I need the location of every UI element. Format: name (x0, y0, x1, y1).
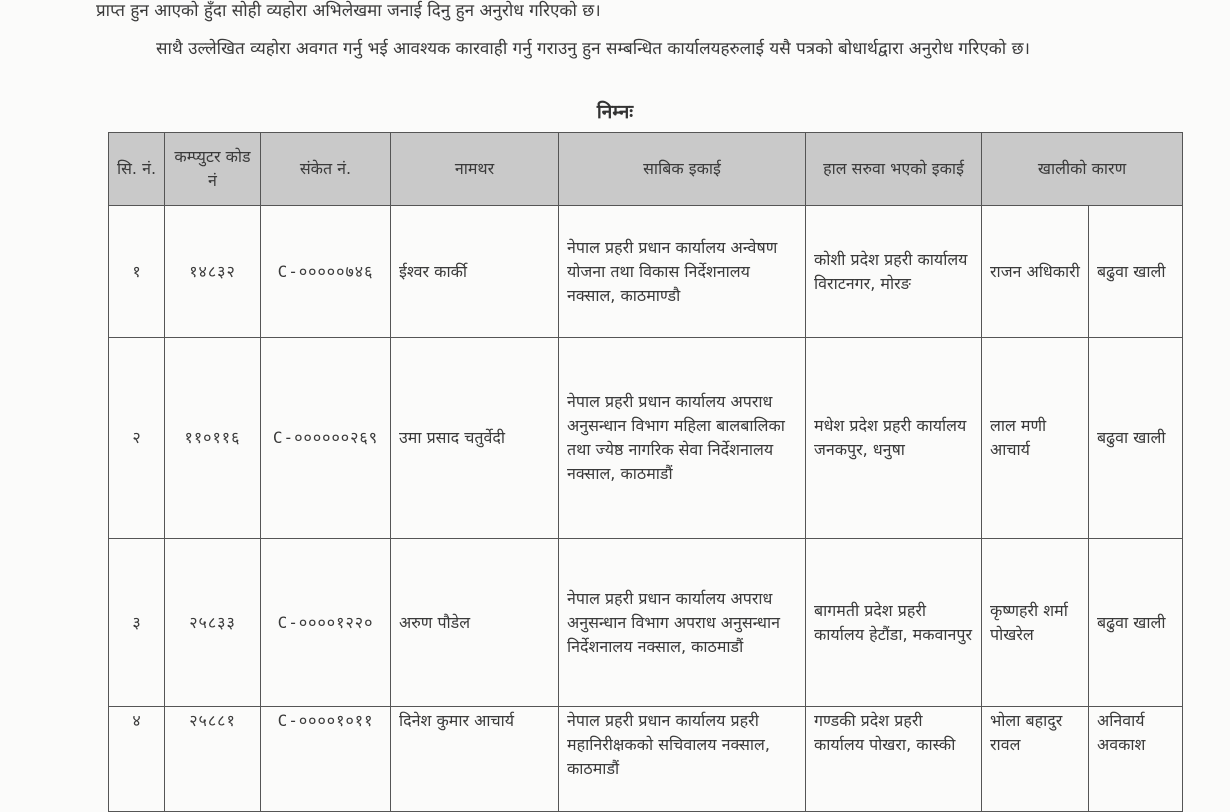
header-symbol-number: संकेत नं. (261, 133, 391, 206)
cell-vacated-by: लाल मणी आचार्य (982, 338, 1089, 539)
cell-name: उमा प्रसाद चतुर्वेदी (391, 338, 559, 539)
cell-new-unit: बागमती प्रदेश प्रहरी कार्यालय हेटौंडा, मकवानपुर (806, 539, 982, 707)
table-row (109, 707, 1183, 812)
cell-previous-unit: नेपाल प्रहरी प्रधान कार्यालय अन्वेषण योजना तथा विकास निर्देशनालय नक्साल, काठमाण्डौ (559, 206, 806, 338)
table-row (109, 539, 1183, 707)
cell-previous-unit: नेपाल प्रहरी प्रधान कार्यालय अपराध अनुसन्धान विभाग अपराध अनुसन्धान निर्देशनालय नक्साल, काठमाडौं (559, 539, 806, 707)
request-paragraph: साथै उल्लेखित व्यहोरा अवगत गर्नु भई आवश्यक कारवाही गर्नु गराउनु हुन सम्बन्धित कार्यालयहरुलाई यसै पत्रको बोधार्थद्वारा अनुरोध गरिएको छ। (156, 39, 1030, 59)
cell-computer-code: २५८३३ (165, 539, 261, 707)
table-row (109, 206, 1183, 338)
cell-symbol-number: C-०००००७४६ (261, 206, 391, 338)
header-serial: सि. नं. (109, 133, 165, 206)
cell-serial: १ (109, 206, 165, 338)
cell-new-unit: गण्डकी प्रदेश प्रहरी कार्यालय पोखरा, कास्की (806, 707, 982, 812)
header-vacancy-reason: खालीको कारण (982, 133, 1183, 206)
cell-new-unit: कोशी प्रदेश प्रहरी कार्यालय विराटनगर, मोरङ (806, 206, 982, 338)
list-heading: निम्नः (596, 101, 634, 123)
cell-serial: ३ (109, 539, 165, 707)
transfer-table (108, 132, 1183, 812)
cell-reason: बढुवा खाली (1089, 206, 1183, 338)
header-previous-unit: साबिक इकाई (559, 133, 806, 206)
cell-reason: बढुवा खाली (1089, 338, 1183, 539)
cell-symbol-number: C-००००१२२० (261, 539, 391, 707)
table-row (109, 338, 1183, 539)
cell-computer-code: ११०११६ (165, 338, 261, 539)
cell-computer-code: १४८३२ (165, 206, 261, 338)
cell-vacated-by: कृष्णहरी शर्मा पोखरेल (982, 539, 1089, 707)
cell-reason: अनिवार्य अवकाश (1089, 707, 1183, 812)
cell-serial: २ (109, 338, 165, 539)
cell-name: ईश्वर कार्की (391, 206, 559, 338)
cell-name: दिनेश कुमार आचार्य (391, 707, 559, 812)
cell-previous-unit: नेपाल प्रहरी प्रधान कार्यालय प्रहरी महानिरीक्षकको सचिवालय नक्साल, काठमाडौं (559, 707, 806, 812)
header-computer-code: कम्प्युटर कोड नं (165, 133, 261, 206)
header-new-unit: हाल सरुवा भएको इकाई (806, 133, 982, 206)
cell-vacated-by: भोला बहादुर रावल (982, 707, 1089, 812)
table-header-row (109, 133, 1183, 206)
cell-previous-unit: नेपाल प्रहरी प्रधान कार्यालय अपराध अनुसन्धान विभाग महिला बालबालिका तथा ज्येष्ठ नागरिक सेवा निर्देशनालय नक्साल, काठमाडौं (559, 338, 806, 539)
cell-vacated-by: राजन अधिकारी (982, 206, 1089, 338)
header-name: नामथर (391, 133, 559, 206)
cell-reason: बढुवा खाली (1089, 539, 1183, 707)
cell-name: अरुण पौडेल (391, 539, 559, 707)
cell-symbol-number: C-००००००२६९ (261, 338, 391, 539)
cell-new-unit: मधेश प्रदेश प्रहरी कार्यालय जनकपुर, धनुषा (806, 338, 982, 539)
cell-serial: ४ (109, 707, 165, 812)
cell-computer-code: २५८८१ (165, 707, 261, 812)
cell-symbol-number: C-००००१०११ (261, 707, 391, 812)
intro-paragraph: प्राप्त हुन आएको हुँदा सोही व्यहोरा अभिलेखमा जनाई दिनु हुन अनुरोध गरिएको छ। (96, 1, 601, 21)
